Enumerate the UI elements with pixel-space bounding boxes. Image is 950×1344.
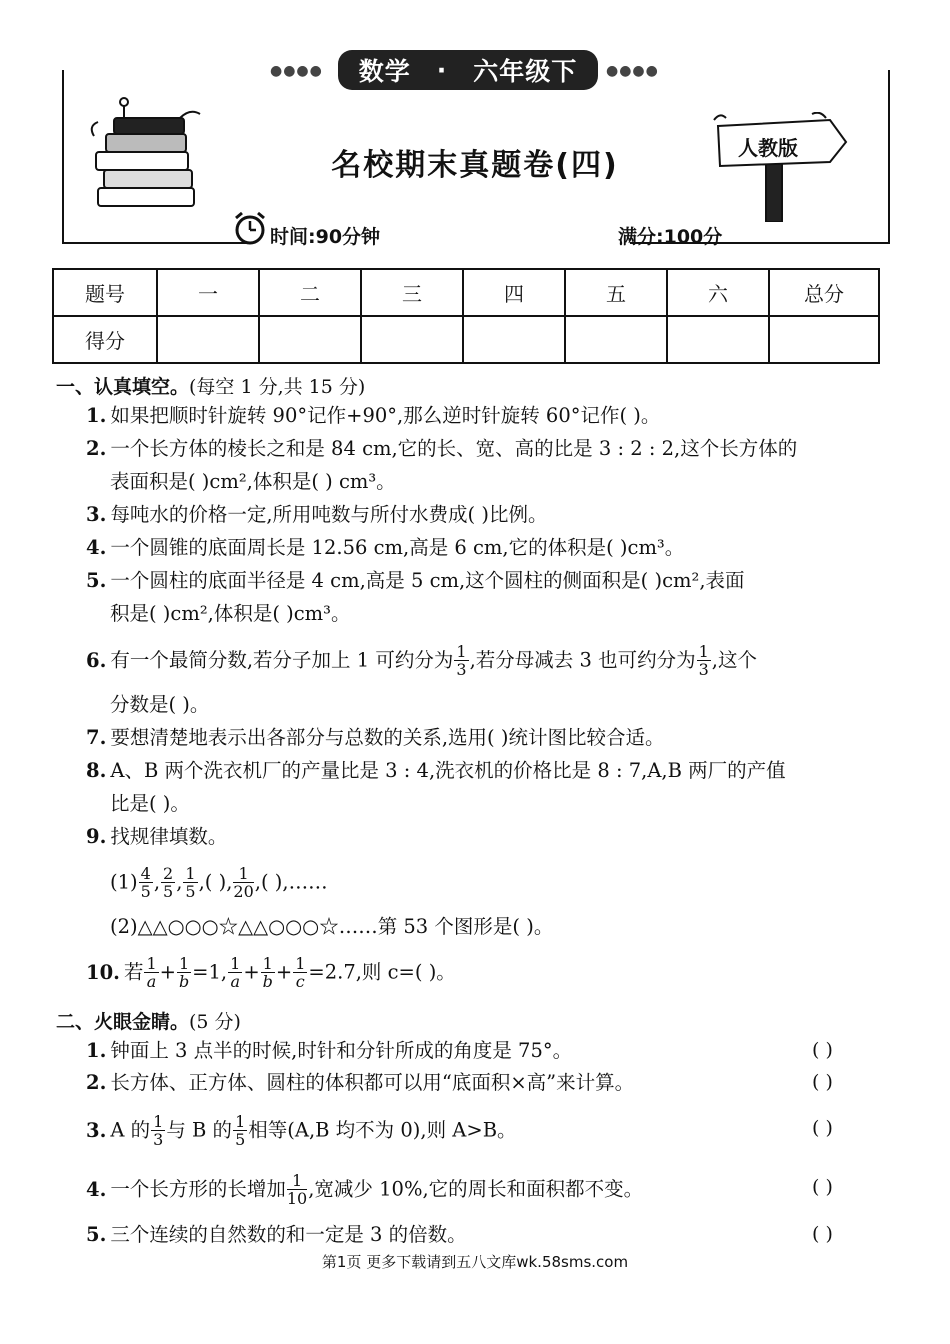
fraction: $\frac{1}{a}$ [146,954,157,991]
fraction: $\frac{1}{20}$ [233,864,254,901]
question-2-3: 3. A 的 $\frac{1}{3}$ 与 B 的 $\frac{1}{5}$ 相等(A,B 均不为 0),则 A>B。 [86,1112,517,1149]
answer-paren[interactable]: ( ) [812,1117,833,1139]
score-entry-cell[interactable] [157,316,259,363]
q-text: 一个圆柱的底面半径是 4 cm,高是 5 cm,这个圆柱的侧面积是( )cm²,表面 [110,569,745,592]
fraction: $\frac{4}{5}$ [140,864,151,901]
table-cell: 得分 [53,316,157,363]
question-1-5-cont: 积是( )cm²,体积是( )cm³。 [110,602,351,625]
exam-time: 时间:90分钟 [270,226,381,248]
q-text: 一个圆锥的底面周长是 12.56 cm,高是 6 cm,它的体积是( )cm³。 [110,536,685,559]
score-entry-cell[interactable] [769,316,879,363]
table-cell: 三 [361,269,463,316]
question-1-6-cont: 分数是( )。 [110,693,210,716]
q-text: 钟面上 3 点半的时候,时针和分针所成的角度是 75°。 [110,1039,573,1062]
q-text: 如果把顺时针旋转 90°记作+90°,那么逆时针旋转 60°记作( )。 [110,404,661,427]
question-2-1: 1. 钟面上 3 点半的时候,时针和分针所成的角度是 75°。 [86,1039,573,1062]
question-1-5: 5. 一个圆柱的底面半径是 4 cm,高是 5 cm,这个圆柱的侧面积是( )cm²,表面 [86,569,745,592]
q-text: =1, [192,960,228,984]
q-text: 与 B 的 [166,1118,233,1142]
q-text: 若 [123,960,144,984]
decor-dots-right: ●●●● [606,63,659,79]
fraction: $\frac{1}{a}$ [230,954,241,991]
question-2-2: 2. 长方体、正方体、圆柱的体积都可以用“底面积×高”来计算。 [86,1071,635,1094]
question-1-9-2: (2)△△○○○☆△△○○○☆……第 53 个图形是( )。 [110,915,554,938]
section-1-heading [56,372,365,399]
q-text: 一个长方体的棱长之和是 84 cm,它的长、宽、高的比是 3 : 2 : 2,这个长方体的 [110,437,798,460]
q-text: A、B 两个洗衣机厂的产量比是 3 : 4,洗衣机的价格比是 8 : 7,A,B 两厂的产值 [110,759,786,782]
edition-signpost [712,112,852,222]
page-footer: 第1页 更多下载请到五八文库wk.58sms.com [321,1253,629,1271]
fraction: $\frac{1}{c}$ [295,954,306,991]
q-text: 每吨水的价格一定,所用吨数与所付水费成( )比例。 [110,503,548,526]
question-2-4: 4. 一个长方形的长增加 $\frac{1}{10}$ ,宽减少 10%,它的周长和面积都不变。 [86,1171,644,1208]
section-2-title: 二、火眼金睛。 [56,1011,190,1033]
table-cell: 一 [157,269,259,316]
question-1-9-1: (1) $\frac{4}{5}$ , $\frac{2}{5}$ , $\frac{1}{5}$ ,( ), $\frac{1}{20}$ ,( ),…… [110,864,328,901]
section-2-note: (5 分) [189,1011,241,1033]
question-1-2: 2. 一个长方体的棱长之和是 84 cm,它的长、宽、高的比是 3 : 2 : 2,这个长方体的 [86,437,798,460]
q-text: 三个连续的自然数的和一定是 3 的倍数。 [110,1223,467,1246]
fraction: $\frac{1}{5}$ [235,1112,246,1149]
q-text: (1) [110,870,138,894]
q-text: ,这个 [711,648,757,672]
table-cell: 二 [259,269,361,316]
question-1-8: 8. A、B 两个洗衣机厂的产量比是 3 : 4,洗衣机的价格比是 8 : 7,A,B 两厂的产值 [86,759,786,782]
section-1-note: (每空 1 分,共 15 分) [189,376,366,398]
table-cell: 四 [463,269,565,316]
q-text: 相等(A,B 均不为 0),则 A>B。 [248,1118,517,1142]
q-text: ,宽减少 10%,它的周长和面积都不变。 [308,1177,644,1201]
question-1-8-cont: 比是( )。 [110,792,190,815]
q-text: ,( ), [198,870,233,894]
grade-label: 六年级下 [473,57,578,86]
banner-dot: · [436,55,448,85]
score-table [52,268,880,364]
page-title: 名校期末真题卷(四) [331,148,619,183]
answer-paren[interactable]: ( ) [812,1223,833,1245]
question-1-1: 1. 如果把顺时针旋转 90°记作+90°,那么逆时针旋转 60°记作( )。 [86,404,661,427]
subject-label: 数学 [358,57,411,86]
alarm-clock-icon [232,210,268,246]
fraction: $\frac{1}{3}$ [153,1112,164,1149]
question-1-2-cont: 表面积是( )cm²,体积是( ) cm³。 [110,470,396,493]
q-text: 一个长方形的长增加 [110,1177,286,1201]
score-entry-cell[interactable] [667,316,769,363]
fraction: $\frac{1}{b}$ [178,954,190,991]
fraction: $\frac{1}{3}$ [698,642,709,679]
table-cell: 总分 [769,269,879,316]
answer-paren[interactable]: ( ) [812,1039,833,1061]
q-text: ,( ),…… [254,870,328,894]
score-entry-cell[interactable] [565,316,667,363]
fraction: $\frac{1}{5}$ [185,864,196,901]
fraction: $\frac{1}{b}$ [262,954,273,991]
score-entry-cell[interactable] [463,316,565,363]
q-text: 长方体、正方体、圆柱的体积都可以用“底面积×高”来计算。 [110,1071,635,1094]
q-text: A 的 [110,1118,151,1142]
fraction: $\frac{2}{5}$ [163,864,174,901]
answer-paren[interactable]: ( ) [812,1071,833,1093]
edition-label: 人教版 [738,136,798,160]
q-text: 找规律填数。 [110,825,228,848]
score-entry-cell[interactable] [259,316,361,363]
question-1-4: 4. 一个圆锥的底面周长是 12.56 cm,高是 6 cm,它的体积是( )cm³。 [86,536,685,559]
full-score: 满分:100分 [618,226,723,248]
score-entry-cell[interactable] [361,316,463,363]
answer-paren[interactable]: ( ) [812,1176,833,1198]
score-table-header-row [53,269,879,316]
table-cell: 五 [565,269,667,316]
question-1-3: 3. 每吨水的价格一定,所用吨数与所付水费成( )比例。 [86,503,548,526]
question-1-6: 6. 有一个最简分数,若分子加上 1 可约分为 $\frac{1}{3}$ ,若分母减去 3 也可约分为 $\frac{1}{3}$ ,这个 [86,642,757,679]
question-1-10: 10. 若 $\frac{1}{a}$ + $\frac{1}{b}$ =1, $\frac{1}{a}$ + $\frac{1}{b}$ + $\frac{1}{c}$ =2.7,则 c=( )。 [86,954,456,991]
section-1-title: 一、认真填空。 [56,376,190,398]
decor-dots-left: ●●●● [270,63,323,79]
section-2-heading [56,1007,241,1034]
q-text: 有一个最简分数,若分子加上 1 可约分为 [110,648,454,672]
fraction: $\frac{1}{10}$ [286,1171,308,1208]
fraction: $\frac{1}{3}$ [456,642,467,679]
table-cell: 题号 [53,269,157,316]
q-text: =2.7,则 c=( )。 [308,960,456,984]
table-cell: 六 [667,269,769,316]
question-1-7: 7. 要想清楚地表示出各部分与总数的关系,选用( )统计图比较合适。 [86,726,665,749]
question-2-5: 5. 三个连续的自然数的和一定是 3 的倍数。 [86,1223,467,1246]
score-table-score-row [53,316,879,363]
question-1-9: 9. 找规律填数。 [86,825,228,848]
q-text: ,若分母减去 3 也可约分为 [469,648,696,672]
q-text: 要想清楚地表示出各部分与总数的关系,选用( )统计图比较合适。 [110,726,665,749]
subject-banner [338,50,598,90]
